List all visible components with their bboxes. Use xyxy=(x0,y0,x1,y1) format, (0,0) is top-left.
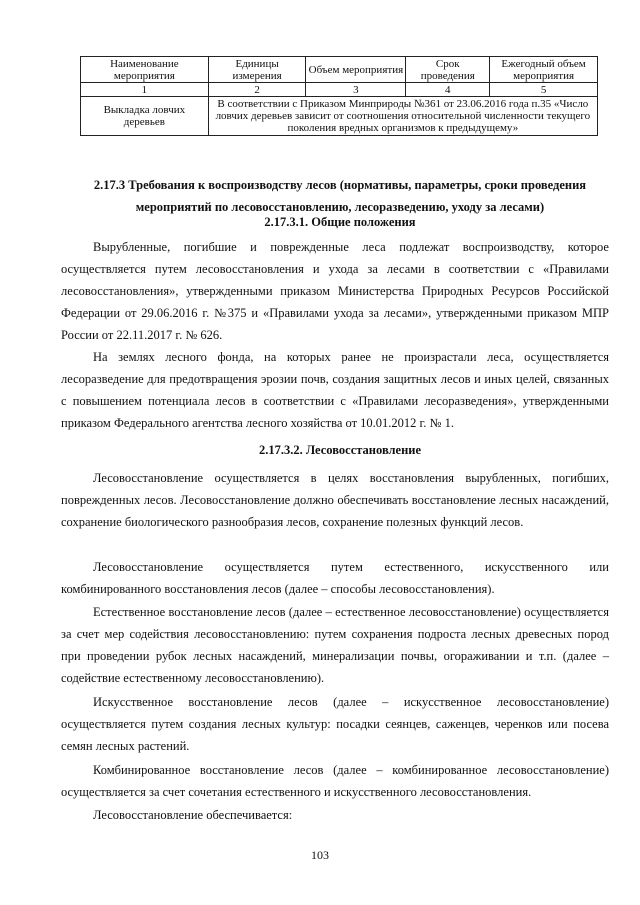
table-header-cell: Единицы измерения xyxy=(208,57,306,83)
paragraph-reforestation-provided: Лесовосстановление обеспечивается: xyxy=(93,808,293,822)
table-header-row xyxy=(81,57,598,83)
table-header-cell: Объем мероприятия xyxy=(306,57,406,83)
paragraph-reforestation-goals: Лесовосстановление осуществляется в целях восстановления вырубленных, погибших, поврежденных лесов. Лесовосстановление должно обеспечивать восстановление лесных насаждений, сохранение биологического разнообразия лесов, сохранение полезных функций лесов. xyxy=(61,471,609,529)
column-number: 2 xyxy=(208,83,306,97)
paragraph-reproduction: Вырубленные, погибшие и поврежденные леса подлежат воспроизводству, которое осуществляется путем лесовосстановления и ухода за лесами в соответствии с «Правилами лесовосстановления», утвержденными приказом Министерства Природных Ресурсов Российской Федерации от 29.06.2016 г. №375 и «Правилами ухода за лесами», утвержденными приказом МПР России от 22.11.2017 г. № 626. xyxy=(61,240,609,342)
column-number: 5 xyxy=(490,83,598,97)
column-number: 4 xyxy=(406,83,490,97)
table-number-row xyxy=(81,83,598,97)
paragraph-artificial-reforestation: Искусственное восстановление лесов (далее – искусственное лесовосстановление) осуществляется путем создания лесных культур: посадки сеянцев, саженцев, черенков или посева семян лесных растений. xyxy=(61,695,609,753)
column-number: 3 xyxy=(306,83,406,97)
paragraph-natural-reforestation: Естественное восстановление лесов (далее – естественное лесовосстановление) осуществляется за счет мер содействия лесовосстановлению: путем сохранения подроста лесных древесных пород при проведении рубок лесных насаждений, минерализации почвы, огораживании и т.п. (далее – содействие естественному лесовосстановлению). xyxy=(61,605,609,685)
measure-description-cell: В соответствии с Приказом Минприроды №361 от 23.06.2016 года п.35 «Число ловчих деревьев зависит от соотношения относительной численности текущего поколения вредных организмов к предыдущему» xyxy=(208,97,597,136)
table-header-cell: Наименование мероприятия xyxy=(81,57,209,83)
subheading-general-provisions: 2.17.3.1. Общие положения xyxy=(264,215,416,229)
paragraph-reforestation-methods: Лесовосстановление осуществляется путем естественного, искусственного или комбинированного восстановления лесов (далее – способы лесовосстановления). xyxy=(61,560,609,596)
page-number: 103 xyxy=(311,848,329,862)
paragraph-afforestation: На землях лесного фонда, на которых ранее не произрастали леса, осуществляется лесоразведение для предотвращения эрозии почв, создания защитных лесов и иных целей, связанных с повышением потенциала лесов в соответствии с «Правилами лесоразведения», утвержденными приказом Федерального агентства лесного хозяйства от 10.01.2012 г. № 1. xyxy=(61,350,609,430)
subheading-reforestation: 2.17.3.2. Лесовосстановление xyxy=(258,443,422,457)
table-row xyxy=(81,97,598,136)
section-heading: 2.17.3 Требования к воспроизводству лесов (нормативы, параметры, сроки проведения мероприятий по лесовосстановлению, лесоразведению, уходу за лесами) xyxy=(93,178,587,214)
paragraph-combined-reforestation: Комбинированное восстановление лесов (далее – комбинированное лесовосстановление) осуществляется за счет сочетания естественного и искусственного лесовосстановления. xyxy=(61,763,609,799)
table-header-cell: Ежегодный объем мероприятия xyxy=(490,57,598,83)
measures-table xyxy=(80,56,598,136)
table-header-cell: Срок проведения xyxy=(406,57,490,83)
measure-name-cell: Выкладка ловчих деревьев xyxy=(81,97,209,136)
column-number: 1 xyxy=(81,83,209,97)
